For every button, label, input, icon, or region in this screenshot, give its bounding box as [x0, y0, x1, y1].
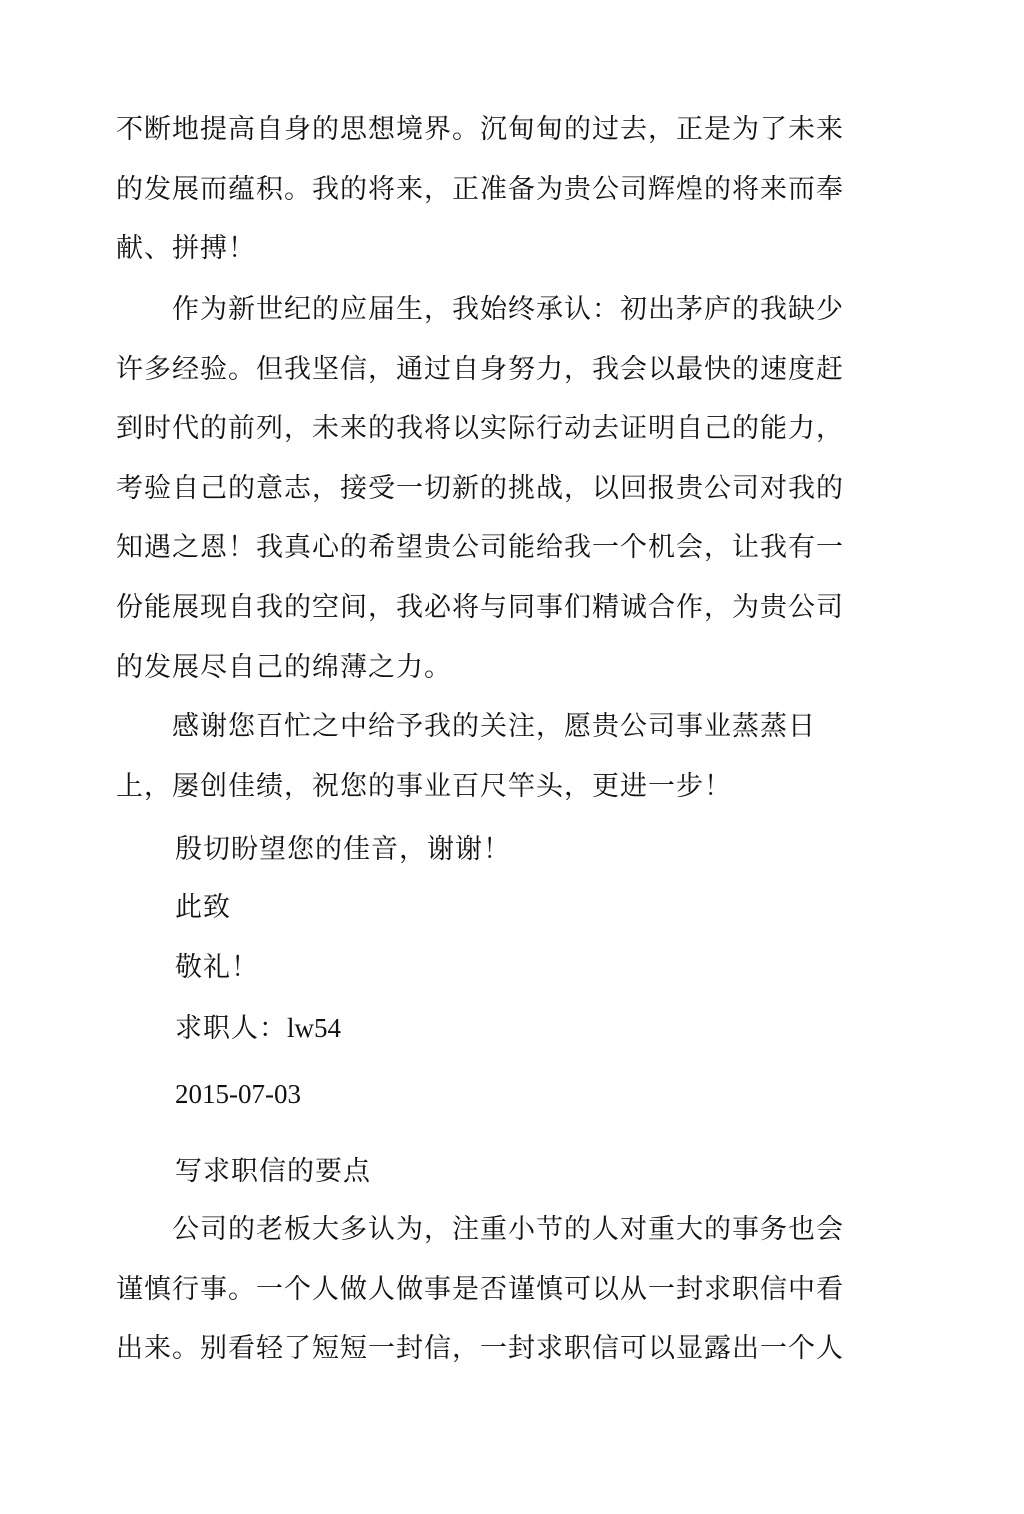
text-line: 上，屡创佳绩，祝您的事业百尺竿头，更进一步！	[116, 770, 732, 802]
applicant-label: 求职人：	[175, 1013, 287, 1044]
text-line: 出来。别看轻了短短一封信，一封求职信可以显露出一个人	[116, 1333, 844, 1365]
closing-salutation: 此致	[175, 892, 231, 923]
text-line: 不断地提高自身的思想境界。沉甸甸的过去，正是为了未来	[116, 114, 844, 145]
paragraph-career-vision	[116, 100, 886, 279]
text-line: 公司的老板大多认为，注重小节的人对重大的事务也会	[116, 1214, 844, 1245]
closing-hope: 殷切盼望您的佳音，谢谢！	[175, 834, 511, 865]
section-heading: 写求职信的要点	[175, 1156, 371, 1187]
letter-date: 2015-07-03	[175, 1079, 301, 1109]
text-line: 感谢您百忙之中给予我的关注，愿贵公司事业蒸蒸日	[116, 711, 816, 742]
paragraph-thanks	[116, 697, 886, 816]
paragraph-graduate-commitment	[116, 280, 886, 697]
text-line: 知遇之恩！我真心的希望贵公司能给我一个机会，让我有一	[116, 532, 844, 564]
applicant-name: lw54	[287, 1013, 341, 1043]
text-line: 谨慎行事。一个人做人做事是否谨慎可以从一封求职信中看	[116, 1273, 844, 1305]
text-line: 考验自己的意志，接受一切新的挑战，以回报贵公司对我的	[116, 472, 844, 504]
closing-regards: 敬礼！	[175, 952, 259, 983]
text-line: 的发展尽自己的绵薄之力。	[116, 651, 452, 683]
text-line: 的发展而蕴积。我的将来，正准备为贵公司辉煌的将来而奉	[116, 173, 844, 205]
text-line: 许多经验。但我坚信，通过自身努力，我会以最快的速度赶	[116, 353, 844, 385]
paragraph-key-points	[116, 1200, 886, 1379]
text-line: 作为新世纪的应届生，我始终承认：初出茅庐的我缺少	[116, 294, 844, 325]
applicant-signature	[175, 1008, 341, 1049]
text-line: 到时代的前列，未来的我将以实际行动去证明自己的能力，	[116, 413, 844, 445]
text-line: 献、拼搏！	[116, 233, 256, 265]
text-line: 份能展现自我的空间，我必将与同事们精诚合作，为贵公司	[116, 591, 844, 623]
